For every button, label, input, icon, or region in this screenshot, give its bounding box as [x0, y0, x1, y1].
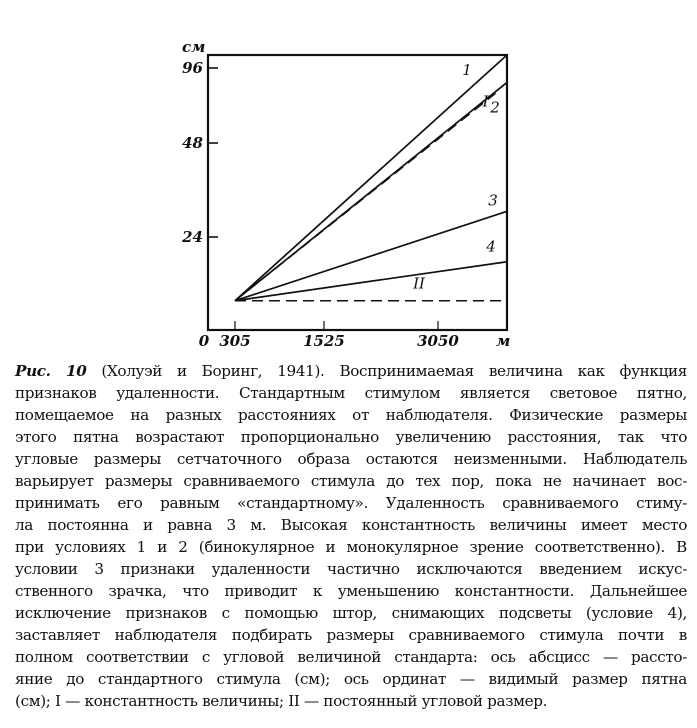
x-tick-label: 0: [198, 332, 210, 350]
caption-line: этого пятна возрастают пропорционально увеличению расстояния, так что: [15, 428, 687, 446]
y-tick-label: 24: [182, 228, 203, 246]
caption-line-0: [15, 360, 687, 382]
y-axis-unit-label: см: [182, 38, 206, 56]
x-tick-label: 3050: [417, 332, 459, 350]
caption-line: признаков удаленности. Стандартным стимулом является световое пятно,: [15, 384, 687, 402]
caption-line: варьирует размеры сравниваемого стимула до тех пор, пока не начинает вос-: [15, 472, 687, 490]
caption-line: помещаемое на разных расстояниях от наблюдателя. Физические размеры: [15, 406, 687, 424]
chart: [0, 0, 697, 350]
series-line-1: [235, 55, 507, 301]
caption-line: при условиях 1 и 2 (бинокулярное и монокулярное зрение соответственно). В: [15, 538, 687, 556]
series-line-3: [235, 211, 507, 300]
x-axis-unit-label: м: [496, 332, 511, 350]
series-label-2: 2: [490, 98, 500, 117]
caption-text: (Холуэй и Боринг, 1941). Воспринимаемая величина как функция: [86, 362, 687, 380]
caption-line: угловые размеры сетчаточного образа остаются неизменными. Наблюдатель: [15, 450, 687, 468]
caption-line: ла постоянна и равна 3 м. Высокая константность величины имеет место: [15, 516, 687, 534]
caption-line: ственного зрачка, что приводит к уменьшению константности. Дальнейшее: [15, 582, 687, 600]
caption-line: полном соответствии с угловой величиной стандарта: ось абсцисс — рассто-: [15, 648, 687, 666]
y-tick-label: 96: [182, 59, 203, 77]
caption-line: исключение признаков с помощью штор, снимающих подсветы (условие 4),: [15, 604, 687, 622]
series-label-II: II: [413, 274, 425, 293]
series-label-4: 4: [486, 237, 496, 256]
series-label-1: 1: [462, 61, 472, 79]
figure-caption: [15, 360, 687, 712]
caption-line: заставляет наблюдателя подбирать размеры сравниваемого стимула почти в: [15, 626, 687, 644]
series-label-I: I: [482, 92, 489, 111]
series-label-3: 3: [488, 191, 498, 210]
caption-line: принимать его равным «стандартному». Удаленность сравниваемого стиму-: [15, 494, 687, 512]
x-tick-label: 305: [219, 332, 251, 350]
caption-line: яние до стандартного стимула (см); ось ординат — видимый размер пятна: [15, 670, 687, 688]
y-tick-label: 48: [182, 134, 203, 152]
caption-line: (см); I — константность величины; II — постоянный угловой размер.: [15, 692, 548, 710]
figure-label: Рис. 10: [15, 362, 87, 380]
x-tick-label: 1525: [303, 332, 345, 350]
caption-line: условии 3 признаки удаленности частично исключаются введением искус-: [15, 560, 687, 578]
